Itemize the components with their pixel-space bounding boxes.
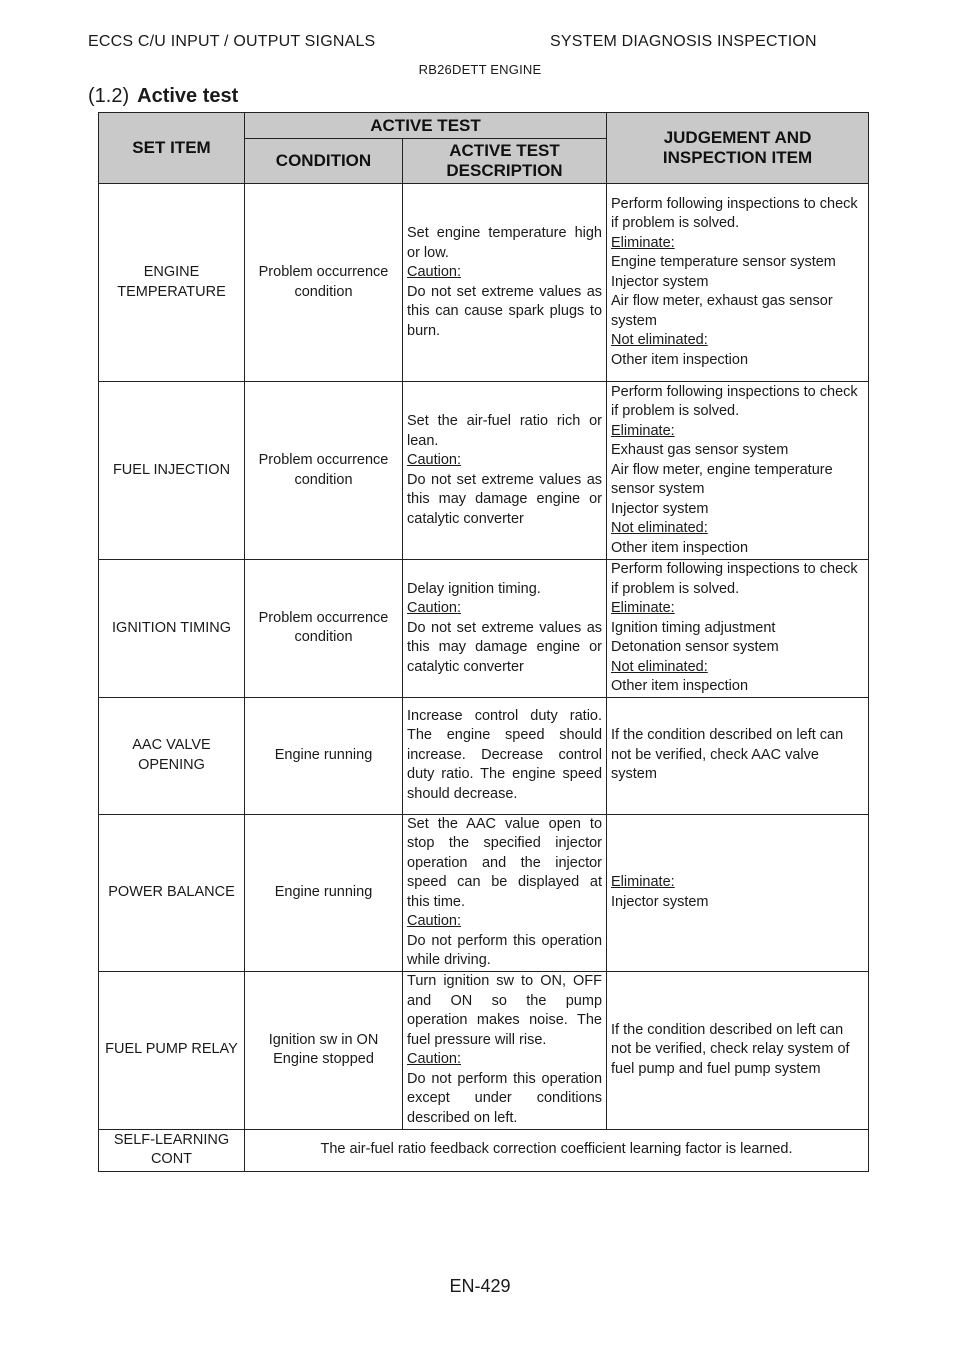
not-eliminated-label: Not eliminated: <box>611 520 708 537</box>
description-intro: Turn ignition sw to ON, OFF and ON so the pump operation makes noise. The fuel pressure will rise. <box>407 973 603 1048</box>
judgement-item: Air flow meter, exhaust gas sensor system <box>611 293 833 329</box>
description-cell <box>403 382 607 560</box>
table-row <box>99 814 869 971</box>
section-title <box>88 85 238 108</box>
caution-label: Caution: <box>407 1051 462 1067</box>
section-number: (1.2) <box>88 85 130 107</box>
judgement-cell <box>607 382 869 560</box>
description-cell <box>403 814 607 971</box>
description-intro: Delay ignition timing. <box>407 580 541 597</box>
table-row <box>99 971 869 1129</box>
header-condition: CONDITION <box>245 139 403 184</box>
eliminate-label: Eliminate: <box>611 874 675 890</box>
judgement-item: Injector system <box>611 500 709 517</box>
caution-label: Caution: <box>407 264 462 280</box>
table-row <box>99 382 869 560</box>
judgement-intro: Perform following inspections to check if problem is solved. <box>611 383 858 420</box>
header-set-item: SET ITEM <box>99 113 245 184</box>
condition-cell: Engine running <box>245 814 403 971</box>
set-item-cell: FUEL INJECTION <box>99 382 245 560</box>
page-number: EN-429 <box>449 1276 511 1296</box>
active-test-table <box>98 112 869 1172</box>
caution-label: Caution: <box>407 452 462 468</box>
judgement-item: Injector system <box>611 893 709 910</box>
not-eliminated-label: Not eliminated: <box>611 332 708 349</box>
header-left-title: ECCS C/U INPUT / OUTPUT SIGNALS <box>88 33 376 50</box>
eliminate-label: Eliminate: <box>611 422 675 439</box>
header-judgement: JUDGEMENT AND INSPECTION ITEM <box>607 113 869 184</box>
table-row <box>99 1129 869 1171</box>
merged-description-cell: The air-fuel ratio feedback correction coefficient learning factor is learned. <box>245 1129 869 1171</box>
caution-label: Caution: <box>407 913 462 929</box>
caution-text: Do not perform this operation while driving. <box>407 932 603 968</box>
set-item-cell: FUEL PUMP RELAY <box>99 971 245 1129</box>
judgement-cell: If the condition described on left can not be verified, check relay system of fuel pump and fuel pump system <box>607 971 869 1129</box>
description-cell <box>403 184 607 382</box>
judgement-item: Exhaust gas sensor system <box>611 442 789 459</box>
not-eliminated-text: Other item inspection <box>611 678 749 694</box>
description-cell <box>403 560 607 698</box>
not-eliminated-label: Not eliminated: <box>611 658 708 675</box>
not-eliminated-text: Other item inspection <box>611 539 749 556</box>
judgement-cell <box>607 184 869 382</box>
judgement-intro: Perform following inspections to check if problem is solved. <box>611 561 858 597</box>
table-row <box>99 184 869 382</box>
judgement-cell <box>607 560 869 698</box>
set-item-cell: POWER BALANCE <box>99 814 245 971</box>
set-item-cell: ENGINE TEMPERATURE <box>99 184 245 382</box>
header-right-title: SYSTEM DIAGNOSIS INSPECTION <box>550 33 817 50</box>
condition-cell: Engine running <box>245 697 403 814</box>
judgement-item: Injector system <box>611 273 709 290</box>
caution-text: Do not perform this operation except under conditions described on left. <box>407 1070 603 1126</box>
description-intro: Set the air-fuel ratio rich or lean. <box>407 413 603 449</box>
header-engine-subtitle: RB26DETT ENGINE <box>418 62 542 77</box>
condition-cell: Problem occurrence condition <box>245 560 403 698</box>
description-cell <box>403 971 607 1129</box>
description-intro: Set the AAC value open to stop the specified injector operation and the injector speed can be displayed at this time. <box>407 815 603 910</box>
condition-line: Engine stopped <box>273 1051 374 1067</box>
description-intro: Set engine temperature high or low. <box>407 225 603 261</box>
condition-cell: Problem occurrence condition <box>245 382 403 560</box>
condition-cell: Problem occurrence condition <box>245 184 403 382</box>
judgement-item: Air flow meter, engine temperature sensor system <box>611 461 833 498</box>
set-item-cell: AAC VALVE OPENING <box>99 697 245 814</box>
not-eliminated-text: Other item inspection <box>611 351 749 368</box>
description-cell: Increase control duty ratio. The engine speed should increase. Decrease control duty ratio. The engine speed should decrease. <box>403 697 607 814</box>
judgement-cell: If the condition described on left can not be verified, check AAC valve system <box>607 697 869 814</box>
table-row <box>99 560 869 698</box>
header-active-test: ACTIVE TEST <box>245 113 607 139</box>
set-item-cell: SELF-LEARNING CONT <box>99 1129 245 1171</box>
judgement-cell <box>607 814 869 971</box>
condition-cell <box>245 971 403 1129</box>
set-item-cell: IGNITION TIMING <box>99 560 245 698</box>
section-heading: Active test <box>137 85 239 107</box>
eliminate-label: Eliminate: <box>611 600 675 616</box>
header-description: ACTIVE TEST DESCRIPTION <box>403 139 607 184</box>
eliminate-label: Eliminate: <box>611 234 675 251</box>
caution-text: Do not set extreme values as this can cause spark plugs to burn. <box>407 283 603 339</box>
judgement-item: Engine temperature sensor system <box>611 254 836 271</box>
caution-label: Caution: <box>407 600 462 616</box>
caution-text: Do not set extreme values as this may damage engine or catalytic converter <box>407 619 603 675</box>
caution-text: Do not set extreme values as this may damage engine or catalytic converter <box>407 471 603 527</box>
judgement-item: Ignition timing adjustment <box>611 619 776 636</box>
table-row <box>99 697 869 814</box>
judgement-item: Detonation sensor system <box>611 639 779 655</box>
condition-line: Ignition sw in ON <box>268 1031 379 1048</box>
judgement-intro: Perform following inspections to check if problem is solved. <box>611 195 858 232</box>
